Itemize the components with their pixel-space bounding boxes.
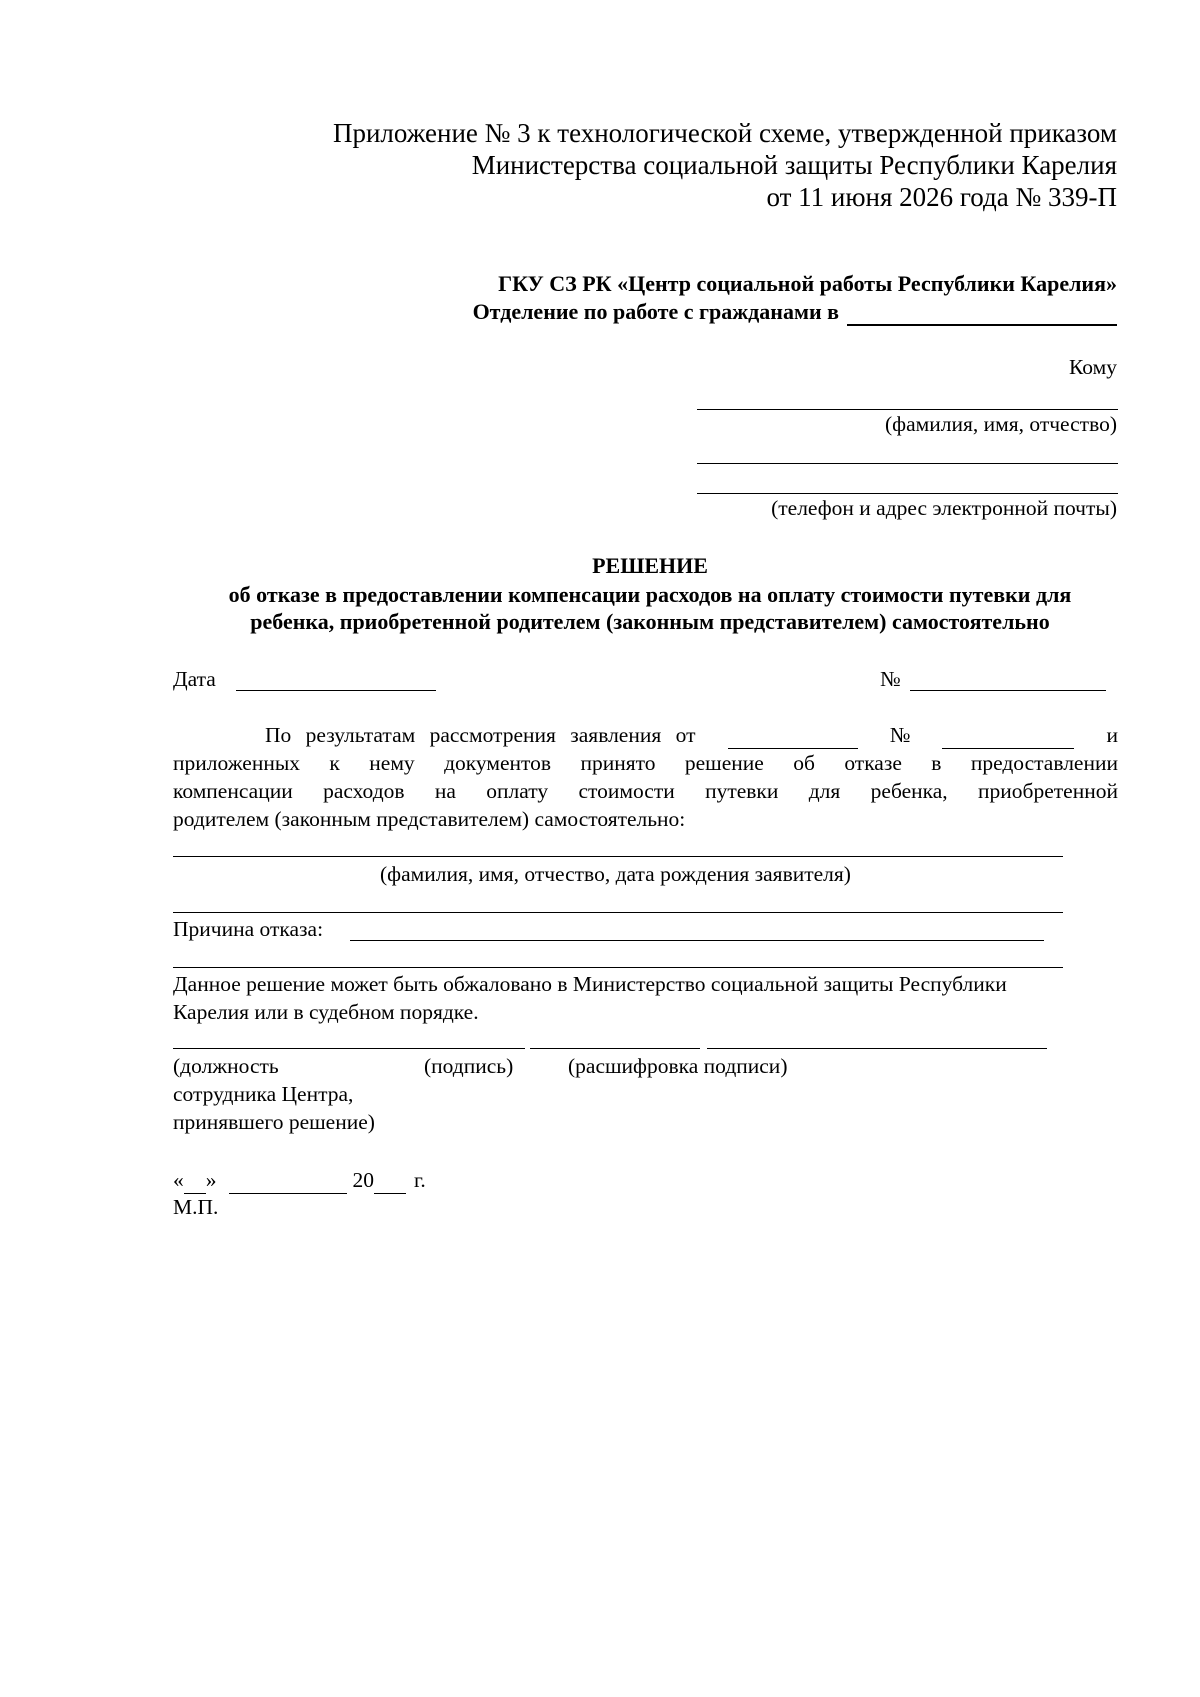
reason-line-2 [173,967,1063,968]
body-line-2: приложенных к нему документов принято решение об отказе в предоставлении [173,751,1118,775]
number-label: № [880,667,901,691]
footer-month-blank [229,1171,347,1194]
decision-subtitle-1: об отказе в предоставлении компенсации расходов на оплату стоимости путевки для [228,582,1072,607]
date-blank [236,690,436,691]
department-line [217,298,1117,326]
applicant-line-2 [173,912,1063,913]
recipient-line-2 [697,463,1118,464]
organization-name: ГКУ СЗ РК «Центр социальной работы Республики Карелия» [498,271,1117,296]
appeal-line-1: Данное решение может быть обжаловано в Министерство социальной защиты Республики [173,972,1007,996]
footer-year-blank [374,1171,406,1194]
position-hint [173,1052,433,1136]
position-hint-2: сотрудника Центра, [173,1082,354,1106]
recipient-name-hint: (фамилия, имя, отчество) [885,412,1117,436]
body-line-1 [173,721,1118,749]
annex-header [217,117,1117,213]
organization-block [217,270,1117,326]
position-hint-3: принявшего решение) [173,1110,375,1134]
signature-line [530,1048,700,1049]
appeal-text [173,970,1118,1026]
body-line-1-and: и [1106,723,1118,747]
stamp-mark: М.П. [173,1195,219,1219]
position-hint-1: (должность [173,1054,279,1078]
number-blank [910,690,1106,691]
footer-day-blank [184,1171,206,1194]
decision-title: РЕШЕНИЕ [592,553,708,578]
footer-quote-open: « [173,1168,184,1192]
footer-date [173,1166,426,1194]
appeal-line-2: Карелия или в судебном порядке. [173,1000,479,1024]
body-line-1-start: По результатам рассмотрения заявления от [265,723,696,747]
footer-year-prefix: 20 [352,1168,374,1192]
signature-decode-hint: (расшифровка подписи) [568,1054,788,1078]
signature-decode-line [707,1048,1047,1049]
body-line-3: компенсации расходов на оплату стоимости путевки для ребенка, приобретенной [173,779,1118,803]
position-line [173,1048,525,1049]
application-number-blank [942,726,1074,749]
application-number-label: № [889,723,911,747]
footer-quote-close: » [205,1168,217,1192]
reason-label: Причина отказа: [173,917,324,941]
body-line-4: родителем (законным представителем) самостоятельно: [173,807,686,831]
signature-hint: (подпись) [424,1054,514,1078]
applicant-line [173,856,1063,857]
reason-blank [350,940,1044,941]
annex-line-2: Министерства социальной защиты Республики Карелия [471,150,1117,180]
footer-year-suffix: г. [414,1168,426,1192]
body-paragraph [173,721,1118,833]
recipient-to: Кому [1069,355,1117,379]
department-blank [847,302,1117,326]
date-label: Дата [173,667,216,691]
recipient-contact-hint: (телефон и адрес электронной почты) [771,496,1117,520]
application-date-blank [728,726,858,749]
department-label: Отделение по работе с гражданами в [472,299,839,324]
annex-line-1: Приложение № 3 к технологической схеме, утвержденной приказом [332,118,1117,148]
applicant-hint: (фамилия, имя, отчество, дата рождения заявителя) [380,862,851,886]
decision-subtitle-2: ребенка, приобретенной родителем (законным представителем) самостоятельно [250,609,1050,634]
annex-line-3: от 11 июня 2026 года № 339-П [766,182,1117,212]
